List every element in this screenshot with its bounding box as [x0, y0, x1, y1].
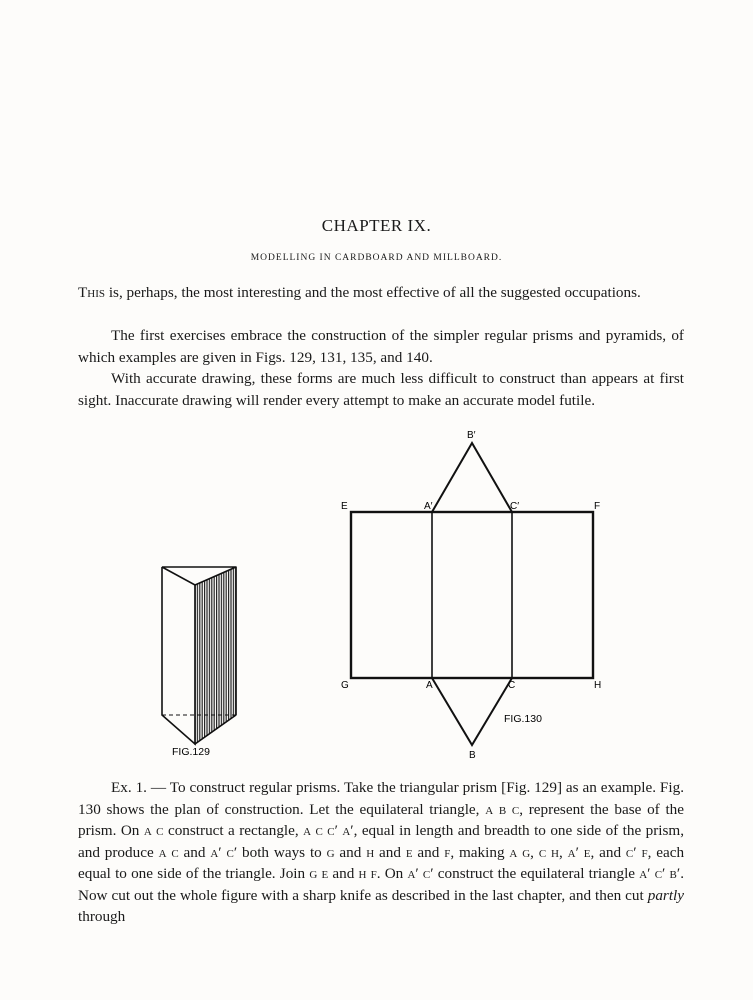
text-segment: and: [178, 843, 211, 861]
text-segment: Ex. 1. — To construct regular prisms. Take the triangular prism [Fig. 129] as an example. Fig. 130 shows the plan of construction. Let the equilateral triangle,: [78, 779, 684, 818]
point-ref: a′ e: [567, 843, 591, 861]
section-title: MODELLING IN CARDBOARD AND MILLBOARD.: [250, 253, 503, 263]
prism-front-face: [162, 567, 195, 744]
text-segment: , making: [450, 843, 510, 861]
label-c: C: [508, 680, 516, 691]
text-segment: , equal in length and breadth to one side of the prism, and produce: [78, 822, 685, 861]
label-e: E: [341, 501, 348, 512]
paragraph-intro-text: is, perhaps, the most interesting and the most effective of all the suggested occupations.: [105, 284, 641, 301]
point-ref: a c: [158, 843, 179, 861]
text-segment: , represent the base of the prism. On: [78, 800, 684, 839]
emphasis: partly: [647, 886, 684, 904]
prism-net-figure: [341, 430, 601, 761]
lead-word: This: [78, 284, 106, 301]
text-segment: . On: [376, 865, 408, 882]
point-ref: a c: [143, 822, 164, 839]
paragraph-accuracy: With accurate drawing, these forms are much less difficult to construct than appears at first sight. Inaccurate drawing will render every attempt to make an accurate model futile.: [78, 370, 684, 409]
text-segment: ,: [530, 843, 539, 861]
point-ref: a b c: [485, 800, 520, 818]
text-segment: ,: [558, 843, 568, 861]
point-ref: h f: [358, 865, 377, 882]
net-top-triangle: [432, 443, 512, 512]
text-segment: , each equal to one side of the triangle. Join: [78, 843, 685, 882]
point-ref: a′ c′ b′: [639, 865, 681, 882]
text-segment: both ways to: [237, 843, 327, 861]
chapter-title: CHAPTER IX.: [321, 216, 432, 235]
label-h: H: [594, 680, 602, 691]
label-f: F: [594, 501, 601, 512]
point-ref: g: [326, 843, 335, 861]
label-a: A: [426, 680, 433, 691]
fig129-label: FIG.129: [172, 746, 210, 758]
text-segment: through: [78, 908, 126, 925]
net-bottom-triangle: [432, 678, 512, 745]
label-a-prime: A′: [424, 501, 433, 512]
text-segment: and: [374, 843, 406, 861]
point-ref: a′ c′: [407, 865, 434, 882]
point-ref: e: [405, 843, 413, 861]
prism-shaded-face: [195, 567, 236, 744]
label-b: B: [469, 750, 476, 761]
text-segment: . Now cut out the whole figure with a sharp knife as described in the last chapter, and then cut: [78, 865, 684, 904]
label-c-prime: C′: [510, 501, 520, 512]
point-ref: a c c′ a′: [303, 822, 354, 839]
paragraph-example-1: [78, 777, 684, 928]
text-segment: and: [334, 843, 367, 861]
label-g: G: [341, 680, 349, 691]
text-segment: and: [412, 843, 445, 861]
label-b-prime: B′: [467, 430, 476, 441]
text-segment: and: [328, 865, 359, 882]
text-segment: construct a rectangle,: [163, 822, 304, 839]
point-ref: c′ f: [625, 843, 648, 861]
point-ref: f: [444, 843, 451, 861]
point-ref: g e: [309, 865, 329, 882]
paragraph-exercises: The first exercises embrace the construction of the simpler regular prisms and pyramids, of which examples are given in Figs. 129, 131, 135, and 140.: [78, 327, 684, 366]
net-rectangle: [351, 512, 593, 678]
point-ref: a g: [509, 843, 531, 861]
point-ref: a′ c′: [210, 843, 238, 861]
prism-figure: [162, 567, 236, 758]
text-segment: , and: [590, 843, 626, 861]
fig130-label: FIG.130: [504, 713, 542, 725]
text-segment: construct the equilateral triangle: [433, 865, 640, 882]
point-ref: c h: [538, 843, 559, 861]
point-ref: h: [366, 843, 375, 861]
